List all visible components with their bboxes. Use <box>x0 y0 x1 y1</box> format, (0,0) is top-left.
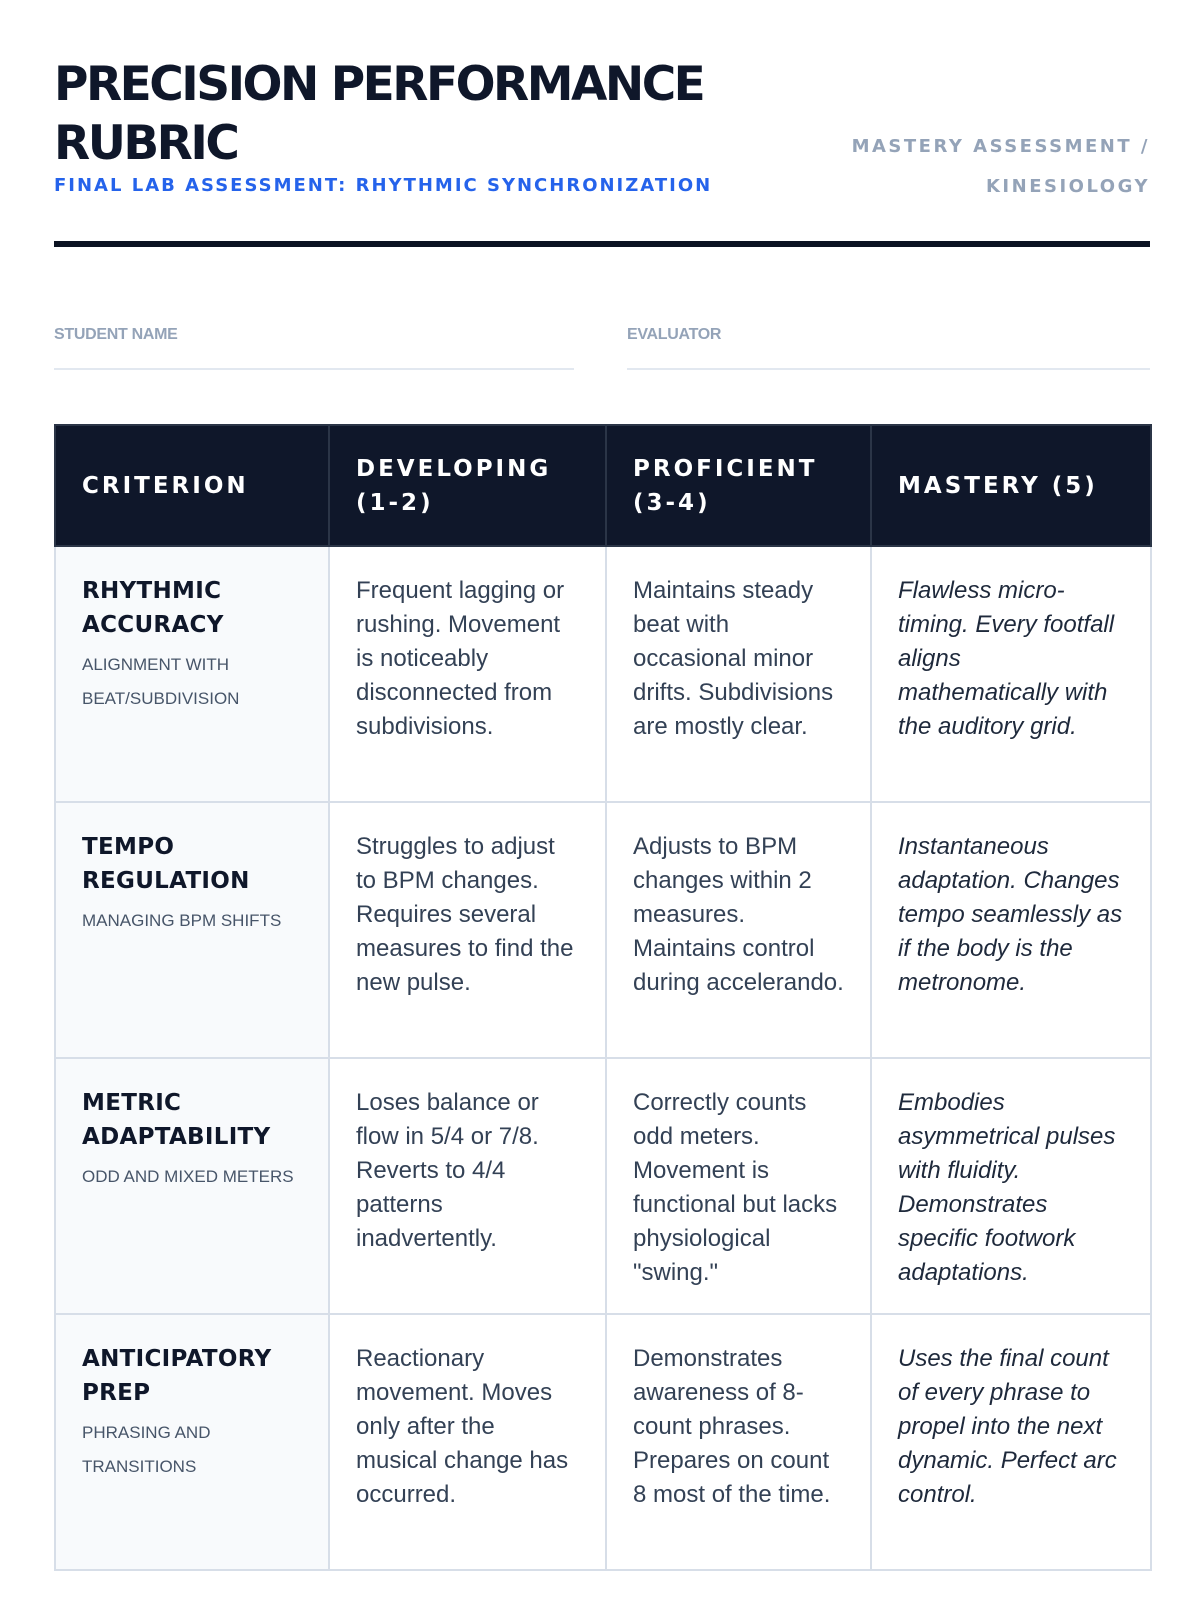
proficient-cell <box>606 1058 871 1314</box>
mastery-text: Flawless micro-timing. Every footfall aligns mathematically with the auditory grid. <box>898 577 1115 740</box>
header-mastery: MASTERY (5) <box>871 425 1151 546</box>
proficient-text: Correctly counts odd meters. Movement is functional but lacks physiological "swing." <box>633 1089 838 1286</box>
table-header-row <box>55 425 1151 546</box>
student-name-field[interactable] <box>54 326 574 370</box>
mastery-text: Uses the final count of every phrase to propel into the next dynamic. Perfect arc control. <box>898 1345 1117 1508</box>
student-name-label: STUDENT NAME <box>54 326 178 343</box>
mastery-text: Instantaneous adaptation. Changes tempo seamlessly as if the body is the metronome. <box>898 833 1123 996</box>
mastery-cell <box>871 546 1151 802</box>
criterion-cell <box>55 1058 329 1314</box>
proficient-text: Adjusts to BPM changes within 2 measures. Maintains control during accelerando. <box>633 833 844 996</box>
developing-text: Loses balance or flow in 5/4 or 7/8. Reverts to 4/4 patterns inadvertently. <box>356 1089 539 1252</box>
page-title <box>54 55 774 173</box>
criterion-name: RHYTHMIC ACCURACY <box>82 578 224 638</box>
criterion-cell <box>55 546 329 802</box>
evaluator-label: EVALUATOR <box>627 326 722 343</box>
page-header <box>54 55 1150 245</box>
proficient-cell <box>606 1314 871 1570</box>
table-row <box>55 802 1151 1058</box>
developing-cell <box>329 1058 606 1314</box>
developing-text: Struggles to adjust to BPM changes. Requires several measures to find the new pulse. <box>356 833 574 996</box>
criterion-name: METRIC ADAPTABILITY <box>82 1090 271 1150</box>
table-row <box>55 1058 1151 1314</box>
criterion-cell <box>55 1314 329 1570</box>
mastery-cell <box>871 1314 1151 1570</box>
criterion-subtitle: PHRASING AND TRANSITIONS <box>82 1423 211 1476</box>
rubric-table <box>54 424 1152 1571</box>
developing-cell <box>329 802 606 1058</box>
proficient-text: Demonstrates awareness of 8-count phrases. Prepares on count 8 most of the time. <box>633 1345 831 1508</box>
table-row <box>55 546 1151 802</box>
meta-line-2: KINESIOLOGY <box>985 176 1150 197</box>
course-meta <box>830 127 1150 207</box>
developing-cell <box>329 546 606 802</box>
mastery-cell <box>871 1058 1151 1314</box>
criterion-subtitle: ODD AND MIXED METERS <box>82 1167 294 1186</box>
criterion-subtitle: MANAGING BPM SHIFTS <box>82 911 282 930</box>
proficient-text: Maintains steady beat with occasional minor drifts. Subdivisions are mostly clear. <box>633 577 834 740</box>
page-subtitle: FINAL LAB ASSESSMENT: RHYTHMIC SYNCHRONIZATION <box>54 175 713 196</box>
criterion-cell <box>55 802 329 1058</box>
table-row <box>55 1314 1151 1570</box>
header-developing: DEVELOPING (1-2) <box>329 425 606 546</box>
criterion-name: ANTICIPATORY PREP <box>82 1346 272 1406</box>
criterion-subtitle: ALIGNMENT WITH BEAT/SUBDIVISION <box>82 655 240 708</box>
proficient-cell <box>606 546 871 802</box>
header-criterion: CRITERION <box>55 425 329 546</box>
developing-text: Reactionary movement. Moves only after the musical change has occurred. <box>356 1345 569 1508</box>
title-line-1: PRECISION PERFORMANCE <box>54 57 704 112</box>
criterion-name: TEMPO REGULATION <box>82 834 250 894</box>
header-divider <box>54 241 1150 247</box>
developing-text: Frequent lagging or rushing. Movement is noticeably disconnected from subdivisions. <box>356 577 565 740</box>
meta-line-1: MASTERY ASSESSMENT / <box>851 136 1150 157</box>
mastery-cell <box>871 802 1151 1058</box>
header-proficient: PROFICIENT (3-4) <box>606 425 871 546</box>
mastery-text: Embodies asymmetrical pulses with fluidity. Demonstrates specific footwork adaptations. <box>898 1089 1116 1286</box>
proficient-cell <box>606 802 871 1058</box>
developing-cell <box>329 1314 606 1570</box>
evaluator-field[interactable] <box>627 326 1150 370</box>
title-line-2: RUBRIC <box>54 116 238 171</box>
